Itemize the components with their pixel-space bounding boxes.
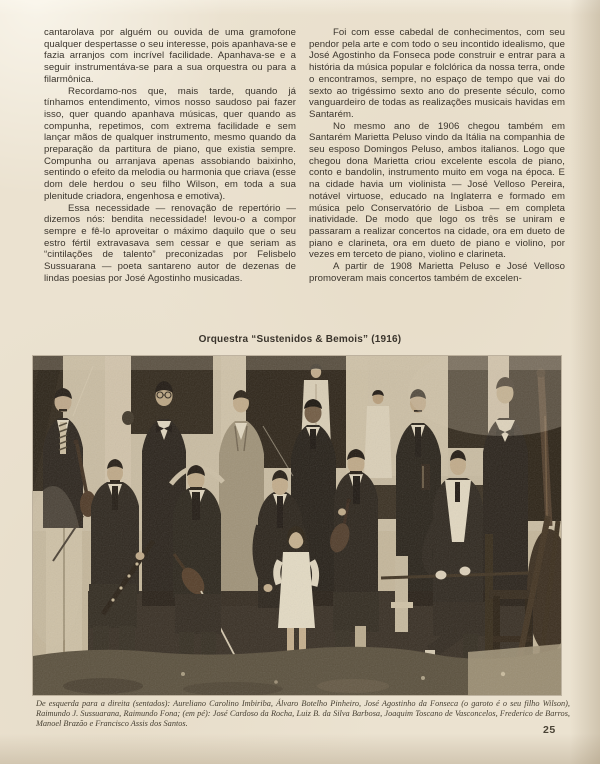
page-number: 25	[543, 724, 556, 736]
paragraph: Recordamo-nos que, mais tarde, quando já tínhamos entendimento, vimos nosso saudoso pai fazer isso, quer quando apanhava músicas, quer quando as compunha, repetimos, com extrema facilidade e sem lançar mãos de qualquer instrumento, mesmo quando da preparação da partitura de piano, que existia sempre. Compunha ou arranjava apenas assobiando baixinho, sentindo o efeito da melodia ou harmonia que criava (esse dom dele herdou o seu filho Wilson, em toda a sua plenitude criadora, engenhosa e emotiva).	[44, 85, 296, 202]
photo-texture	[33, 356, 561, 695]
right-text-column	[309, 27, 565, 284]
paragraph: cantarolava por alguém ou ouvida de uma gramofone qualquer despertasse o seu interesse, pois apanhava-se e fazia arranjos com incrível facilidade. Apanhava-se e a seguir instrumentáva-se para a sua orquestra ou para a filarmônica.	[44, 27, 296, 85]
paragraph: Foi com esse cabedal de conhecimentos, com seu pendor pela arte e com todo o seu incontido idealismo, que José Agostinho da Fonseca pode construir e entrar para a história da música popular e folclórica da nossa terra, onde o encontramos, sempre, no espaço de tempo que vai do sexto ao trigéssimo sexto ano do presente século, como vanguardeiro de todas as realizações musicais havidas em Santarém.	[309, 27, 565, 120]
paragraph: No mesmo ano de 1906 chegou também em Santarém Marietta Peluso vindo da Itália na companhia de seu esposo Domingos Peluso, ambos italianos. Logo que chegou dona Marietta criou excelente escola de piano, conto e bandolin, instrumento muito em voga na época. E na cidade havia um violinista — José Velloso Pereira, notável virtuose, educado na Inglaterra e formado em música pelo Conservatório de Lisboa — em completa inatividade. De modo que logo os três se uniram e passaram a realizar concertos na cidade, ora em dueto de piano e clarineta, ora em dueto de piano e violino, por vezes em terceto de piano, violino e clarineta.	[309, 120, 565, 261]
figure-title: Orquestra “Sustenidos & Bemois” (1916)	[198, 334, 402, 345]
paragraph: A partir de 1908 Marietta Peluso e José Velloso promoveram mais concertos também de excelen-	[309, 261, 565, 284]
photo-caption: De esquerda para a direita (sentados): Aureliano Carolino Imbiriba, Álvaro Botelho Pinheiro, José Agostinho da Fonseca (o garoto é o seu filho Wilson), Raimundo J. Sussuarana, Raimundo Fona; (em pé): José Cardoso da Rocha, Luiz B. da Silva Barbosa, Joaquim Toscano de Vasconcelos, Frederico de Barros, Manoel Brazão e Francisco Assis dos Santos.	[36, 699, 570, 728]
orchestra-photo-illustration	[33, 356, 561, 695]
orchestra-photo	[33, 356, 561, 695]
paragraph: Essa necessidade — renovação de repertório — dizemos nós: bendita necessidade! levou-o a compor sempre e fê-lo aproveitar o máximo daquilo que o seu estro fértil extravasava sem cessar e que seriam as “cintilações de talento” preconizadas por Felisbelo Sussuarana — poeta santareno autor de dezenas de lindas poesias por José Agostinho musicadas.	[44, 202, 296, 284]
left-text-column	[44, 27, 296, 284]
